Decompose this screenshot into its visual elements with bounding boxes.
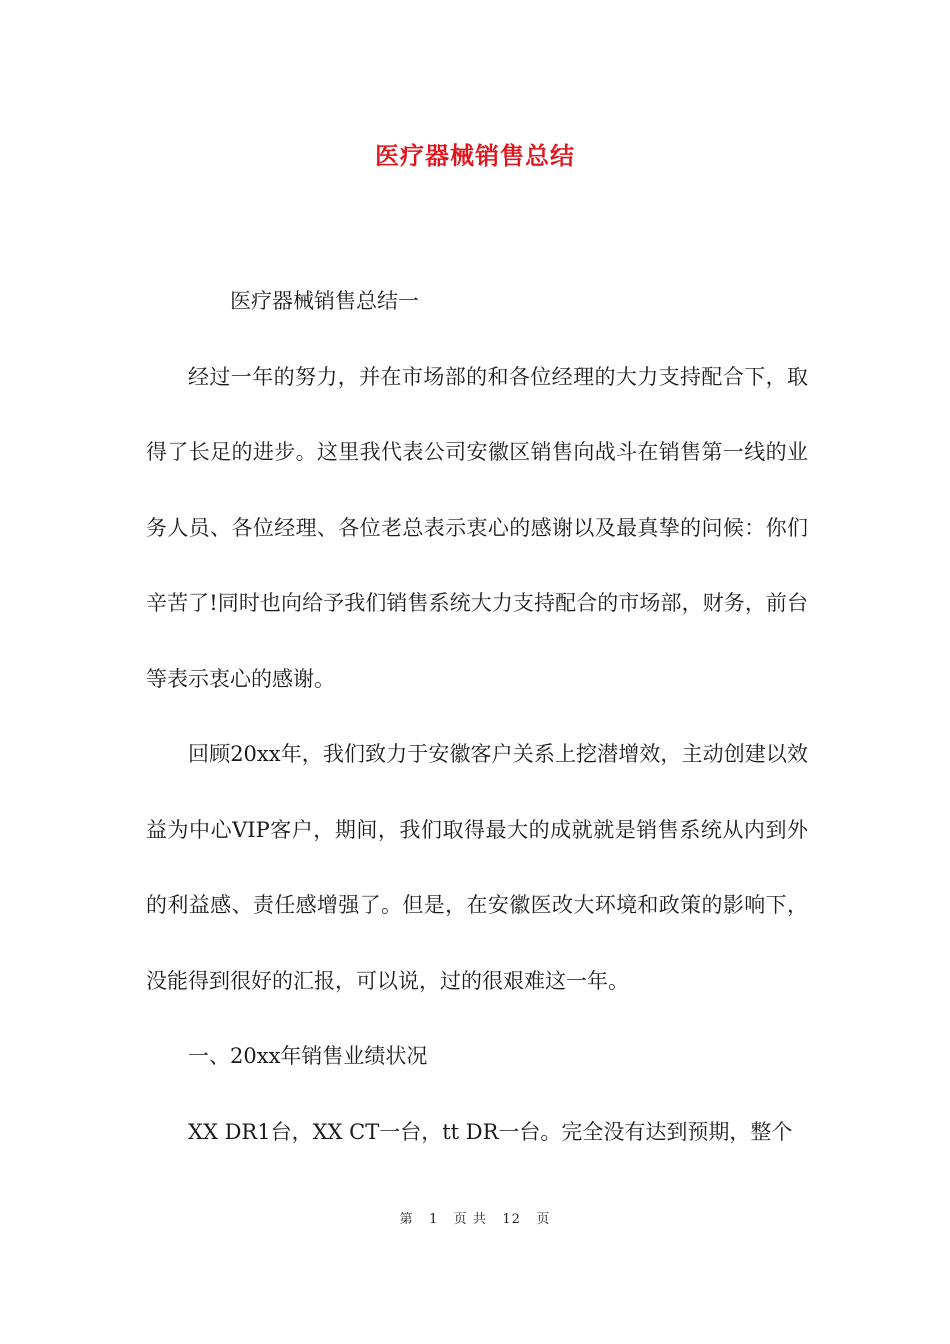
current-page-number: 1 bbox=[429, 1212, 439, 1227]
footer-suffix: 页 bbox=[536, 1212, 551, 1227]
footer-prefix: 第 bbox=[399, 1212, 414, 1227]
document-body bbox=[146, 264, 808, 1170]
section-heading: 医疗器械销售总结一 bbox=[230, 289, 419, 313]
paragraph: 回顾20xx年，我们致力于安徽客户关系上挖潜增效，主动创建以效益为中心VIP客户，期间，我们取得最大的成就就是销售系统从内到外的利益感、责任感增强了。但是，在安徽医改大环境和政策的影响下，没能得到很好的汇报，可以说，过的很艰难这一年。 bbox=[146, 742, 808, 993]
paragraph: XX DR1台，XX CT一台，tt DR一台。完全没有达到预期，整个 bbox=[188, 1119, 793, 1144]
footer-middle: 页 共 bbox=[453, 1212, 487, 1227]
paragraph: 经过一年的努力，并在市场部的和各位经理的大力支持配合下，取得了长足的进步。这里我代表公司安徽区销售向战斗在销售第一线的业务人员、各位经理、各位老总表示衷心的感谢以及最真挚的问候：你们辛苦了!同时也向给予我们销售系统大力支持配合的市场部，财务，前台等表示衷心的感谢。 bbox=[146, 364, 808, 691]
page-footer bbox=[0, 1208, 950, 1227]
section-heading: 一、20xx年销售业绩状况 bbox=[188, 1044, 428, 1068]
document-title: 医疗器械销售总结 bbox=[375, 141, 575, 170]
total-pages-number: 12 bbox=[502, 1212, 521, 1227]
